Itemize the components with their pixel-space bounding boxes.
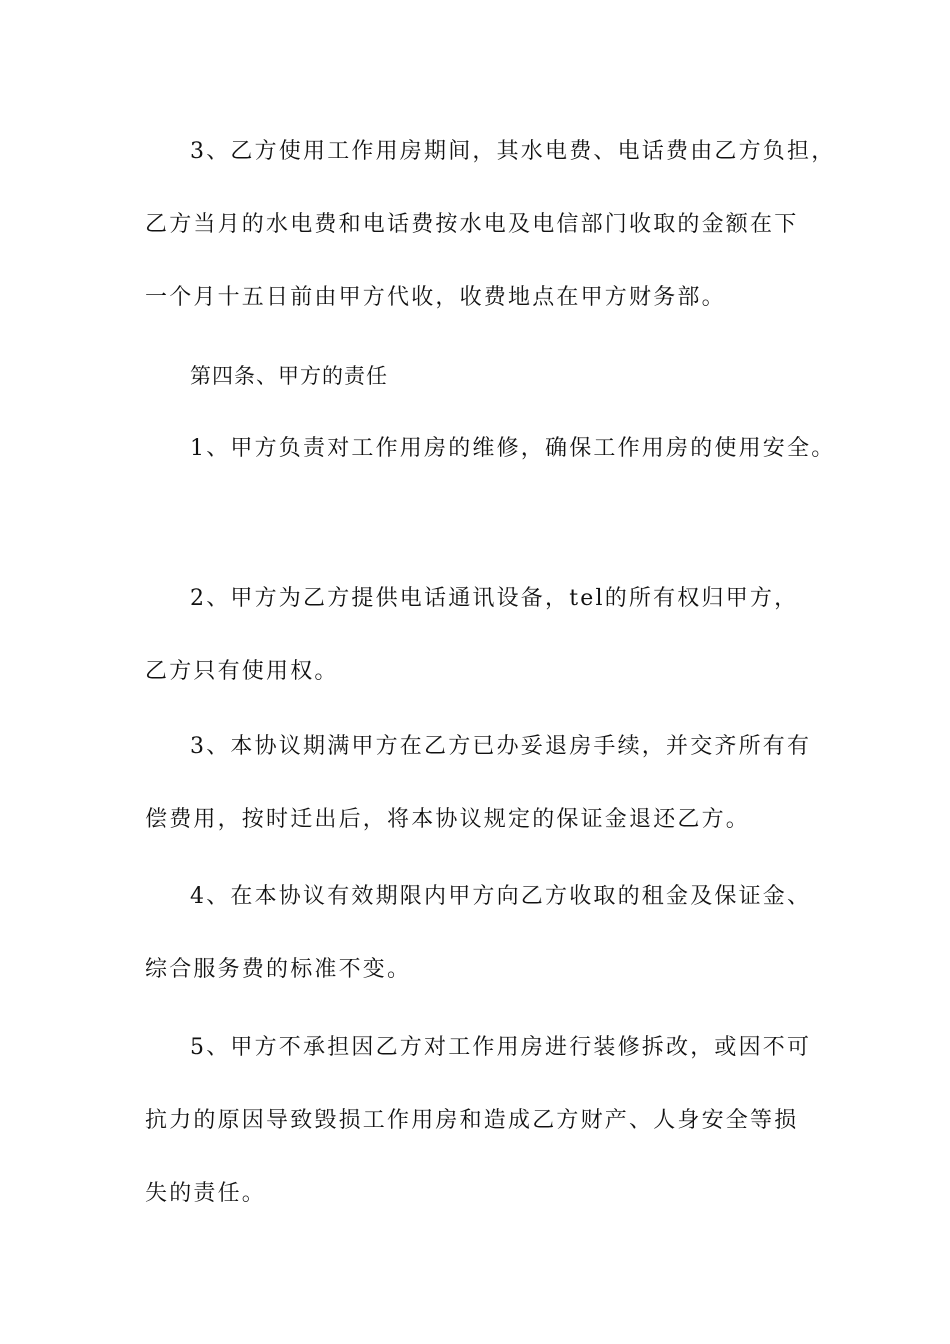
paragraph-3-line-1: 3、乙方使用工作用房期间，其水电费、电话费由乙方负担， xyxy=(190,139,836,164)
article-4-item-5-line-1: 5、甲方不承担因乙方对工作用房进行装修拆改，或因不可 xyxy=(190,1035,812,1060)
article-4-heading: 第四条、甲方的责任 xyxy=(190,364,388,388)
article-4-item-2-line-1: 2、甲方为乙方提供电话通讯设备，tel的所有权归甲方， xyxy=(190,586,799,611)
article-4-item-2-line-2: 乙方只有使用权。 xyxy=(145,659,339,684)
article-4-item-5-line-3: 失的责任。 xyxy=(145,1181,267,1206)
article-4-item-4-line-2: 综合服务费的标准不变。 xyxy=(145,957,412,982)
paragraph-3-line-3: 一个月十五日前由甲方代收，收费地点在甲方财务部。 xyxy=(145,285,726,310)
paragraph-3-line-2: 乙方当月的水电费和电话费按水电及电信部门收取的金额在下 xyxy=(145,212,799,237)
article-4-item-4-line-1: 4、在本协议有效期限内甲方向乙方收取的租金及保证金、 xyxy=(190,884,812,909)
article-4-item-3-line-2: 偿费用，按时迁出后，将本协议规定的保证金退还乙方。 xyxy=(145,807,751,832)
article-4-item-5-line-2: 抗力的原因导致毁损工作用房和造成乙方财产、人身安全等损 xyxy=(145,1108,799,1133)
article-4-item-1-line-1: 1、甲方负责对工作用房的维修，确保工作用房的使用安全。 xyxy=(190,436,836,461)
article-4-item-3-line-1: 3、本协议期满甲方在乙方已办妥退房手续，并交齐所有有 xyxy=(190,734,812,759)
